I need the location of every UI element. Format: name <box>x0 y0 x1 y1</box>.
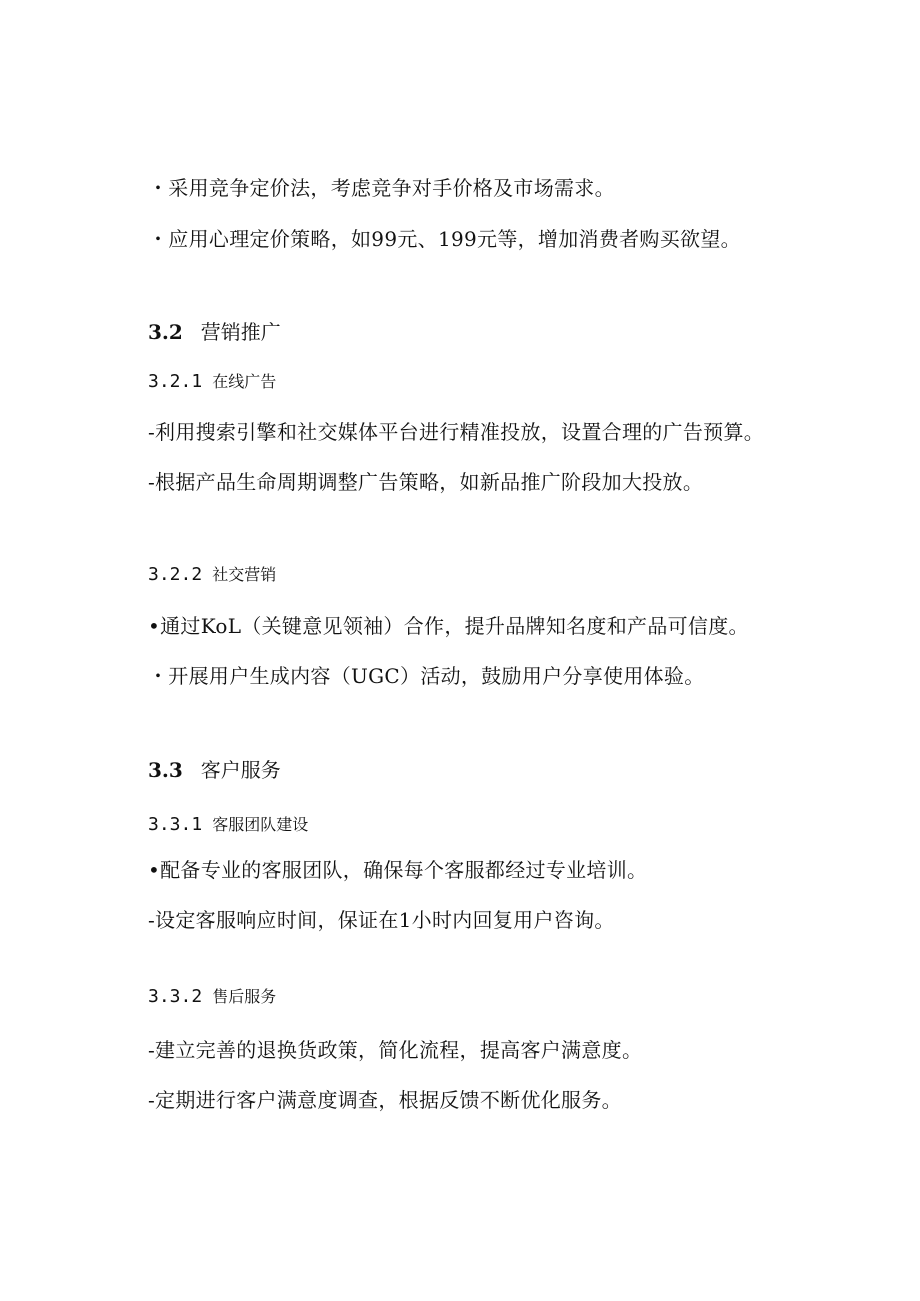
subsection-heading-3-3-2 <box>148 988 276 1006</box>
aftersales-item-survey: -定期进行客户满意度调查，根据反馈不断优化服务。 <box>148 1088 622 1112</box>
subsection-heading-3-2-2 <box>148 566 276 584</box>
aftersales-item-returns: -建立完善的退换货政策，简化流程，提高客户满意度。 <box>148 1038 643 1062</box>
subsection-number: 3.3.1 <box>148 814 203 835</box>
subsection-title: 社交营销 <box>212 565 277 584</box>
team-item-staffing: •配备专业的客服团队，确保每个客服都经过专业培训。 <box>148 858 648 882</box>
subsection-heading-3-3-1 <box>148 816 308 834</box>
section-number: 3.3 <box>148 758 183 782</box>
social-item-ugc: ・开展用户生成内容（UGC）活动，鼓励用户分享使用体验。 <box>148 664 705 688</box>
section-number: 3.2 <box>148 320 183 344</box>
ads-item-precise: -利用搜索引擎和社交媒体平台进行精准投放，设置合理的广告预算。 <box>148 420 765 444</box>
subsection-title: 在线广告 <box>212 372 277 391</box>
ads-item-lifecycle: -根据产品生命周期调整广告策略，如新品推广阶段加大投放。 <box>148 470 704 494</box>
subsection-number: 3.2.2 <box>148 564 203 585</box>
pricing-bullet-psychological: ・应用心理定价策略，如99元、199元等，增加消费者购买欲望。 <box>148 227 741 251</box>
section-heading-3-3 <box>148 760 281 780</box>
subsection-number: 3.3.2 <box>148 986 203 1007</box>
pricing-bullet-competitive: ・采用竞争定价法，考虑竞争对手价格及市场需求。 <box>148 176 615 200</box>
team-item-response: -设定客服响应时间，保证在1小时内回复用户咨询。 <box>148 908 615 932</box>
section-title: 营销推广 <box>200 320 281 344</box>
subsection-title: 售后服务 <box>212 987 277 1006</box>
social-item-kol: •通过KoL（关键意见领袖）合作，提升品牌知名度和产品可信度。 <box>148 614 749 638</box>
subsection-number: 3.2.1 <box>148 371 203 392</box>
section-heading-3-2 <box>148 322 281 342</box>
section-title: 客户服务 <box>200 758 281 782</box>
subsection-title: 客服团队建设 <box>212 815 309 834</box>
subsection-heading-3-2-1 <box>148 373 276 391</box>
